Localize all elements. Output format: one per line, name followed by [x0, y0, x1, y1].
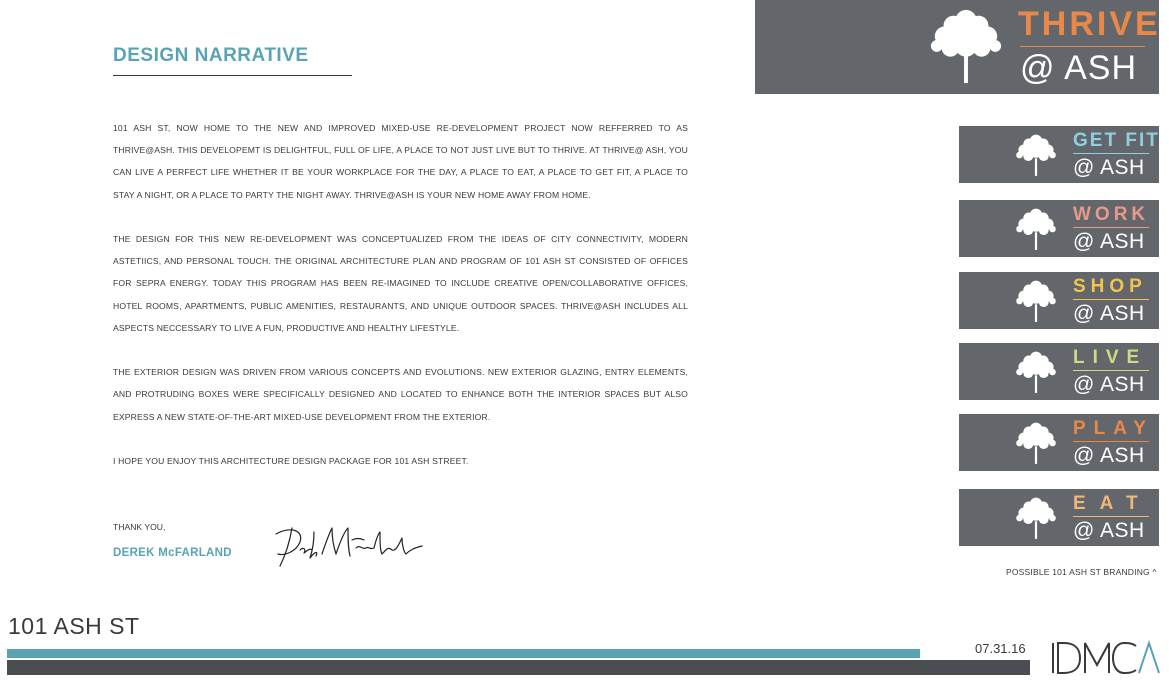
tile-divider: [1073, 299, 1149, 300]
tile-word-primary: SHOP: [1073, 276, 1147, 297]
narrative-paragraph: 101 ASH ST, NOW HOME TO THE NEW AND IMPROVED MIXED-USE RE-DEVELOPMENT PROJECT NOW REFFERRED TO AS THRIVE@ASH. THIS DEVELOPEMT IS DELIGHTFUL, FULL OF LIFE, A PLACE TO NOT JUST LIVE BUT TO THRIVE. AT THRIVE@ ASH, YOU CAN LIVE A PERFECT LIFE WHETHER IT BE YOUR WORKPLACE FOR THE DAY, A PLACE TO EAT, A PLACE TO GET FIT, A PLACE TO STAY A NIGHT, OR A PLACE TO PARTY THE NIGHT AWAY. THRIVE@ASH IS YOUR NEW HOME AWAY FROM HOME.: [113, 123, 688, 200]
page-title: DESIGN NARRATIVE: [113, 45, 309, 66]
tile-word-secondary: @ ASH: [1073, 373, 1145, 396]
tile-word-primary: GET FIT: [1073, 130, 1160, 151]
brand-divider: [1020, 46, 1145, 47]
brand-word-primary: THRIVE: [1018, 5, 1161, 43]
brand-tile-play: [959, 414, 1159, 471]
tree-icon: [1014, 132, 1058, 178]
tree-icon: [927, 6, 1005, 86]
tile-word-secondary: @ ASH: [1073, 519, 1145, 542]
tile-word-secondary: @ ASH: [1073, 302, 1145, 325]
brand-word-secondary: @ ASH: [1020, 49, 1137, 87]
signature-image: [270, 520, 425, 570]
narrative-paragraph: I HOPE YOU ENJOY THIS ARCHITECTURE DESIGN PACKAGE FOR 101 ASH STREET.: [113, 456, 469, 466]
tile-divider: [1073, 441, 1149, 442]
brand-tile-shop: [959, 272, 1159, 329]
tile-divider: [1073, 370, 1149, 371]
tile-word-secondary: @ ASH: [1073, 156, 1145, 179]
tile-divider: [1073, 153, 1149, 154]
tree-icon: [1014, 420, 1058, 466]
tile-divider: [1073, 516, 1149, 517]
tile-word-secondary: @ ASH: [1073, 230, 1145, 253]
tile-word-primary: LIVE: [1073, 347, 1148, 368]
project-name: 101 ASH ST: [8, 613, 140, 639]
brand-tile-get-fit: [959, 126, 1159, 183]
tile-word-primary: WORK: [1073, 204, 1150, 225]
brand-tile-work: [959, 200, 1159, 257]
footer-accent-bar: [7, 649, 920, 658]
footer-dark-bar: [7, 660, 1030, 675]
brand-tile-eat: [959, 489, 1159, 546]
tree-icon: [1014, 278, 1058, 324]
tree-icon: [1014, 349, 1058, 395]
brand-tile-live: [959, 343, 1159, 400]
title-underline: [113, 75, 352, 76]
dmca-logo: [1050, 640, 1162, 676]
signer-name: DEREK McFARLAND: [113, 547, 232, 559]
closing-text: THANK YOU,: [113, 522, 166, 532]
tree-icon: [1014, 206, 1058, 252]
tile-word-primary: EAT: [1073, 493, 1152, 514]
thrive-at-ash-banner: [755, 0, 1159, 94]
narrative-paragraph: THE DESIGN FOR THIS NEW RE-DEVELOPMENT WAS CONCEPTUALIZED FROM THE IDEAS OF CITY CONNECTIVITY, MODERN ASTETIICS, AND PERSONAL TOUCH. THE ORIGINAL ARCHITECTURE PLAN AND PROGRAM OF 101 ASH ST CONSISTED OF OFFICES FOR SEPRA ENERGY. TODAY THIS PROGRAM HAS BEEN RE-IMAGINED TO INCLUDE CREATIVE OPEN/COLLABORATIVE OFFICES, HOTEL ROOMS, APARTMENTS, PUBLIC AMENITIES, RESTAURANTS, AND UNIQUE OUTDOOR SPACES. THRIVE@ASH INCLUDES ALL ASPECTS NECCESSARY TO LIVE A FUN, PRODUCTIVE AND HEALTHY LIFESTYLE.: [113, 234, 688, 333]
tile-divider: [1073, 227, 1149, 228]
narrative-body: [113, 117, 688, 494]
tile-word-secondary: @ ASH: [1073, 444, 1145, 467]
tree-icon: [1014, 495, 1058, 541]
branding-caption: POSSIBLE 101 ASH ST BRANDING ^: [1006, 567, 1157, 577]
footer-date: 07.31.16: [975, 641, 1026, 656]
tile-word-primary: PLAY: [1073, 418, 1154, 439]
narrative-paragraph: THE EXTERIOR DESIGN WAS DRIVEN FROM VARIOUS CONCEPTS AND EVOLUTIONS. NEW EXTERIOR GLAZING, ENTRY ELEMENTS, AND PROTRUDING BOXES WERE SPECIFICALLY DESIGNED AND LOCATED TO ENHANCE BOTH THE INTERIOR SPACES BUT ALSO EXPRESS A NEW STATE-OF-THE-ART MIXED-USE DEVELOPMENT FROM THE EXTERIOR.: [113, 367, 688, 422]
